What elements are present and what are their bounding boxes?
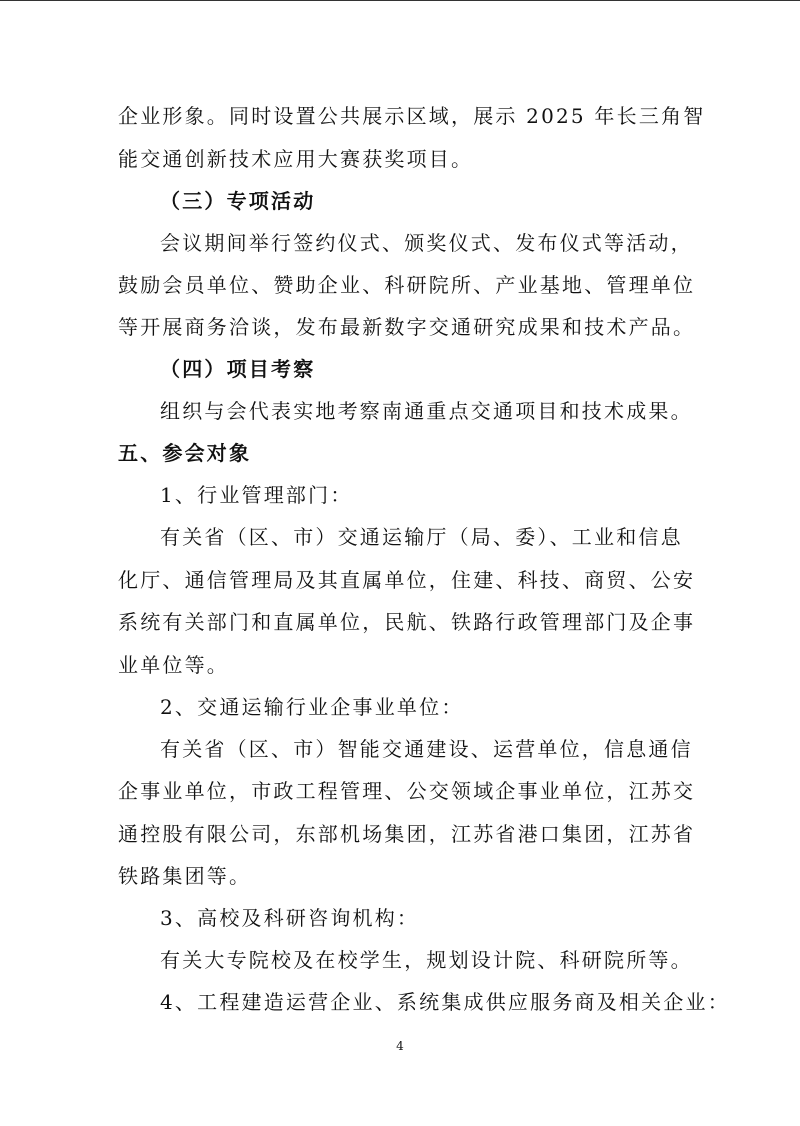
list-item-heading: 4、工程建造运营企业、系统集成供应服务商及相关企业： — [160, 990, 730, 1014]
paragraph-line: 业单位等。 — [118, 653, 229, 677]
paragraph-line: 通控股有限公司，东部机场集团，江苏省港口集团，江苏省 — [118, 822, 696, 846]
paragraph-line: 化厅、通信管理局及其直属单位，住建、科技、商贸、公安 — [118, 568, 696, 592]
paragraph-line: 等开展商务洽谈，发布最新数字交通研究成果和技术产品。 — [118, 315, 696, 339]
list-item-heading: 1、行业管理部门： — [160, 483, 353, 507]
page-number: 4 — [396, 1039, 404, 1053]
paragraph-line: 铁路集团等。 — [118, 864, 252, 888]
top-border-line — [0, 0, 800, 1]
paragraph-line: 企业形象。同时设置公共展示区域，展示 2025 年长三角智 — [118, 104, 706, 128]
paragraph-line: 鼓励会员单位、赞助企业、科研院所、产业基地、管理单位 — [118, 273, 696, 297]
paragraph-line: 有关大专院校及在校学生，规划设计院、科研院所等。 — [160, 948, 693, 972]
section-heading-project-inspection: （四）项目考察 — [160, 357, 316, 381]
paragraph-line: 企事业单位，市政工程管理、公交领域企事业单位，江苏交 — [118, 779, 696, 803]
list-item-heading: 3、高校及科研咨询机构： — [160, 906, 420, 930]
paragraph-line: 组织与会代表实地考察南通重点交通项目和技术成果。 — [160, 399, 693, 423]
section-heading-participants: 五、参会对象 — [118, 441, 252, 465]
paragraph-line: 会议期间举行签约仪式、颁奖仪式、发布仪式等活动， — [160, 231, 693, 255]
section-heading-special-activities: （三）专项活动 — [160, 189, 316, 213]
paragraph-line: 系统有关部门和直属单位，民航、铁路行政管理部门及企事 — [118, 610, 696, 634]
paragraph-line: 能交通创新技术应用大赛获奖项目。 — [118, 147, 474, 171]
list-item-heading: 2、交通运输行业企事业单位： — [160, 695, 464, 719]
paragraph-line: 有关省（区、市）交通运输厅（局、委）、工业和信息 — [160, 525, 683, 549]
paragraph-line: 有关省（区、市）智能交通建设、运营单位，信息通信 — [160, 737, 693, 761]
